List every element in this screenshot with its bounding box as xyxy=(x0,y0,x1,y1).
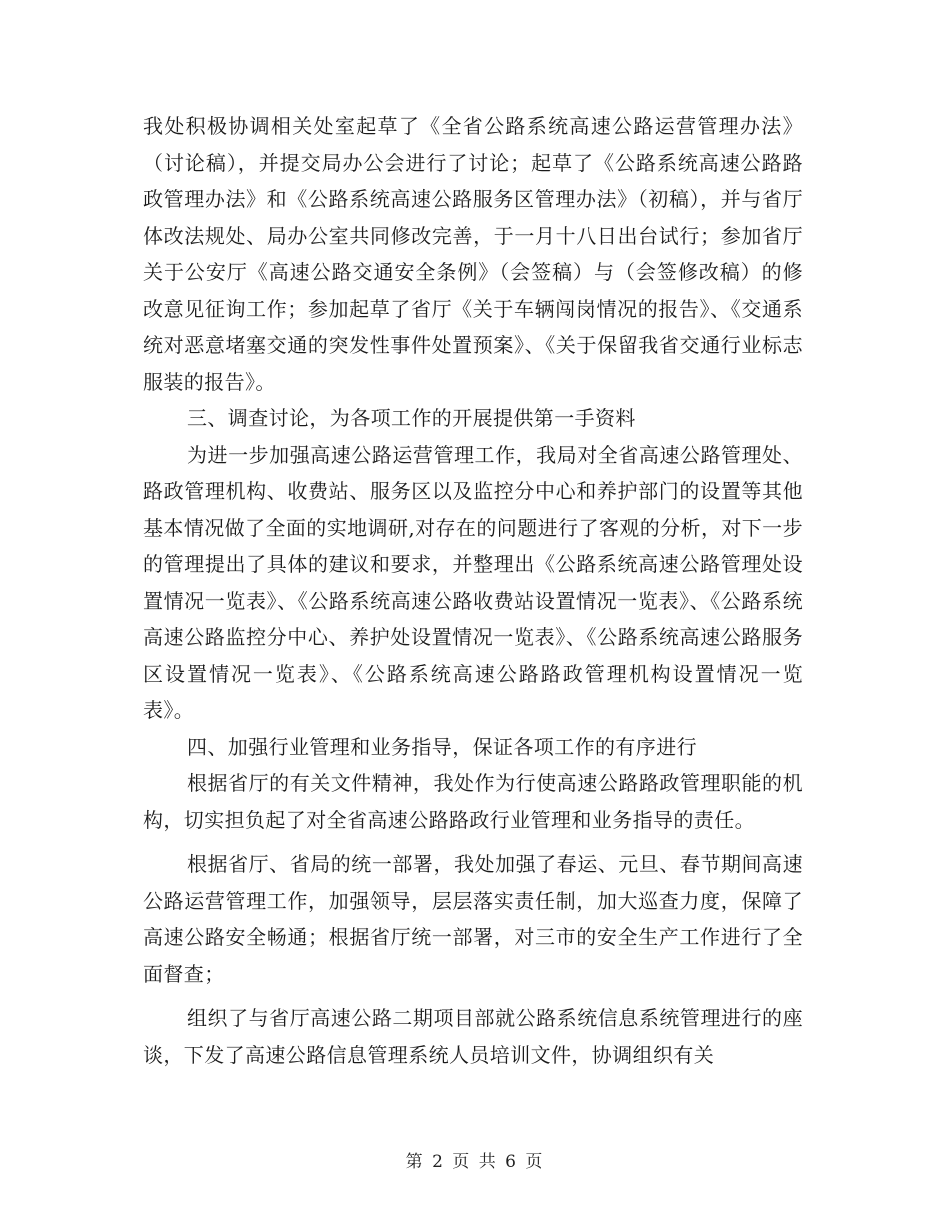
page-footer: 第 2 页 共 6 页 xyxy=(405,1152,545,1172)
paragraph-survey: 为进一步加强高速公路运营管理工作，我局对全省高速公路管理处、路政管理机构、收费站、服务区以及监控分中心和养护部门的设置等其他基本情况做了全面的实地调研,对存在的问题进行了客观的分析，对下一步的管理提出了具体的建议和要求，并整理出《公路系统高速公路管理处设置情况一览表》、《公路系统高速公路收费站设置情况一览表》、《公路系统高速公路监控分中心、养护处设置情况一览表》、《公路系统高速公路服务区设置情况一览表》、《公路系统高速公路路政管理机构设置情况一览表》。 xyxy=(143,442,803,722)
document-body xyxy=(143,108,803,1073)
paragraph-continuation: 我处积极协调相关处室起草了《全省公路系统高速公路运营管理办法》（讨论稿），并提交局办公会进行了讨论；起草了《公路系统高速公路路政管理办法》和《公路系统高速公路服务区管理办法》（初稿），并与省厅体改法规处、局办公室共同修改完善，于一月十八日出台试行；参加省厅关于公安厅《高速公路交通安全条例》（会签稿）与（会签修改稿）的修改意见征询工作；参加起草了省厅《关于车辆闯岗情况的报告》、《交通系统对恶意堵塞交通的突发性事件处置预案》、《关于保留我省交通行业标志服装的报告》。 xyxy=(143,114,803,394)
paragraph-responsibility: 根据省厅的有关文件精神，我处作为行使高速公路路政管理职能的机构，切实担负起了对全省高速公路路政行业管理和业务指导的责任。 xyxy=(143,771,803,832)
paragraph-deployment: 根据省厅、省局的统一部署，我处加强了春运、元旦、春节期间高速公路运营管理工作，加强领导，层层落实责任制，加大巡查力度，保障了高速公路安全畅通；根据省厅统一部署，对三市的安全生产工作进行了全面督查； xyxy=(143,852,803,986)
section-heading-4: 四、加强行业管理和业务指导，保证各项工作的有序进行 xyxy=(187,734,697,759)
section-heading-3: 三、调查讨论，为各项工作的开展提供第一手资料 xyxy=(187,406,636,430)
paragraph-symposium: 组织了与省厅高速公路二期项目部就公路系统信息系统管理进行的座谈，下发了高速公路信息管理系统人员培训文件，协调组织有关 xyxy=(143,1006,803,1067)
